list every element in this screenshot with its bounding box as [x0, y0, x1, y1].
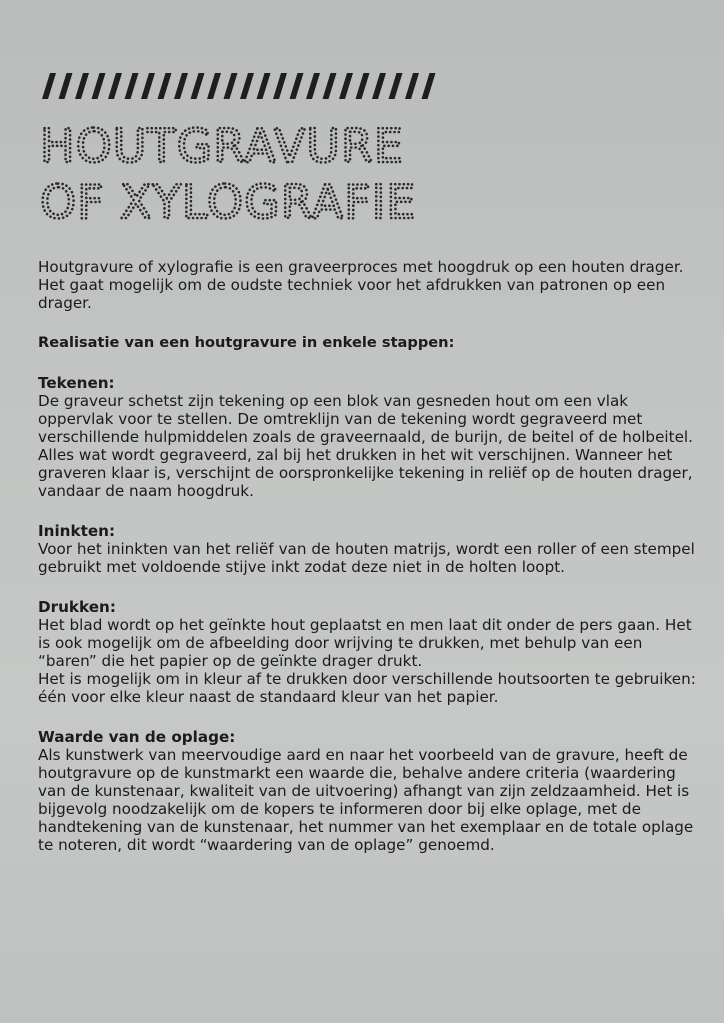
- stripe-segment: [207, 73, 221, 99]
- stripe-segment: [92, 73, 106, 99]
- steps-heading: Realisatie van een houtgravure in enkele stappen:: [38, 334, 455, 351]
- stripe-segment: [240, 73, 254, 99]
- section-body: De graveur schetst zijn tekening op een blok van gesneden hout om een vlak oppervlak voor te stellen. De omtreklijn van de tekening wordt gegraveerd met verschillende hulpmiddelen zoals de graveernaald, de burijn, de beitel of de holbeitel. Alles wat wordt gegraveerd, zal bij het drukken in het wit verschijnen. Wanneer het graveren klaar is, verschijnt de oorspronkelijke tekening in reliëf op de houten drager, vandaar de naam hoogdruk.: [38, 392, 693, 500]
- title-line-2: OF XYLOGRAFIE: [40, 175, 417, 228]
- stripe-segment: [191, 73, 205, 99]
- stripe-segment: [125, 73, 139, 99]
- stripe-segment: [141, 73, 155, 99]
- stripe-segment: [174, 73, 188, 99]
- section-heading: Tekenen:: [38, 374, 115, 392]
- section-ininkten: [38, 522, 698, 576]
- stripe-segment: [75, 73, 89, 99]
- stripe-segment: [42, 73, 56, 99]
- stripe-segment: [422, 73, 436, 99]
- section-drukken: [38, 598, 698, 706]
- stripe-segment: [257, 73, 271, 99]
- stripe-segment: [290, 73, 304, 99]
- stripe-segment: [356, 73, 370, 99]
- stripe-segment: [224, 73, 238, 99]
- stripe-segment: [389, 73, 403, 99]
- body-text: [38, 258, 698, 876]
- stripe-segment: [158, 73, 172, 99]
- stripe-segment: [273, 73, 287, 99]
- section-heading: Waarde van de oplage:: [38, 728, 236, 746]
- stripe-segment: [59, 73, 73, 99]
- section-tekenen: [38, 374, 698, 500]
- section-body: Voor het ininkten van het reliëf van de houten matrijs, wordt een roller of een stempel gebruikt met voldoende stijve inkt zodat deze niet in de holten loopt.: [38, 540, 695, 576]
- stripe-segment: [323, 73, 337, 99]
- section-body: Als kunstwerk van meervoudige aard en naar het voorbeeld van de gravure, heeft de houtgravure op de kunstmarkt een waarde die, behalve andere criteria (waardering van de kunstenaar, kwaliteit van de uitvoering) afhangt van zijn zeldzaamheid. Het is bijgevolg noodzakelijk om de kopers te informeren door bij elke oplage, met de handtekening van de kunstenaar, het nummer van het exemplaar en de totale oplage te noteren, dit wordt “waardering van de oplage” genoemd.: [38, 746, 694, 854]
- intro-paragraph: Houtgravure of xylografie is een graveerproces met hoogdruk op een houten drager. Het gaat mogelijk om de oudste techniek voor het afdrukken van patronen op een drager.: [38, 258, 684, 312]
- section-waarde: [38, 728, 698, 854]
- section-heading: Drukken:: [38, 598, 116, 616]
- stripe-segment: [405, 73, 419, 99]
- stripe-segment: [306, 73, 320, 99]
- stripe-segment: [339, 73, 353, 99]
- hatched-stripe-decoration: [40, 73, 440, 99]
- section-body: Het blad wordt op het geïnkte hout geplaatst en men laat dit onder de pers gaan. Het is ook mogelijk om de afbeelding door wrijving te drukken, met behulp van een “baren” die het papier op de geïnkte drager drukt.: [38, 616, 692, 670]
- section-heading: Ininkten:: [38, 522, 116, 540]
- stripe-segment: [108, 73, 122, 99]
- section-body-continued: Het is mogelijk om in kleur af te drukken door verschillende houtsoorten te gebruiken: één voor elke kleur naast de standaard kleur van het papier.: [38, 670, 696, 706]
- title-line-1: HOUTGRAVURE: [40, 119, 404, 173]
- page-title: [38, 118, 458, 228]
- stripe-segment: [372, 73, 386, 99]
